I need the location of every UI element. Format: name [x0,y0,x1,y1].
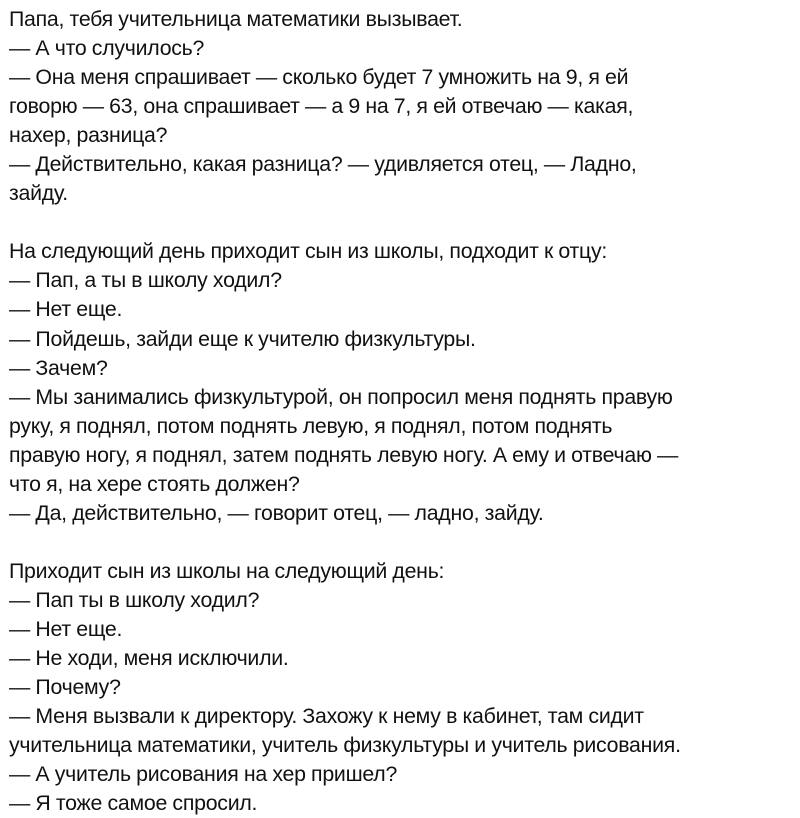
text-line: — Не ходи, меня исключили. [9,646,289,671]
text-line: Приходит сын из школы на следующий день: [9,558,445,583]
text-line: руку, я поднял, потом поднять левую, я поднял, потом поднять [9,413,613,438]
joke-text [9,5,795,818]
text-line: — Да, действительно, — говорит отец, — ладно, зайду. [9,500,544,525]
text-line: учительница математики, учитель физкультуры и учитель рисования. [9,733,681,758]
text-line: — Нет еще. [9,297,123,322]
paragraph-3 [9,557,795,818]
text-line: — Почему? [9,675,121,700]
text-line: — А что случилось? [9,36,205,61]
text-line: Папа, тебя учительница математики вызывает. [9,7,463,31]
text-line: — Нет еще. [9,616,123,641]
text-line: — Пап ты в школу ходил? [9,587,260,612]
text-line: — Действительно, какая разница? — удивляется отец, — Ладно, [9,152,637,177]
text-line: — Она меня спрашивает — сколько будет 7 умножить на 9, я ей [9,65,629,90]
text-line: правую ногу, я поднял, затем поднять левую ногу. А ему и отвечаю — [9,442,679,467]
text-line: — Мы занимались физкультурой, он попросил меня поднять правую [9,384,673,409]
text-line: что я, на хере стоять должен? [9,471,300,496]
text-line: На следующий день приходит сын из школы, подходит к отцу: [9,239,608,264]
text-line: — Пап, а ты в школу ходил? [9,268,282,293]
text-line: — Зачем? [9,355,108,380]
paragraph-2 [9,237,795,527]
text-line: — Пойдешь, зайди еще к учителю физкультуры. [9,326,476,351]
text-line: — А учитель рисования на хер пришел? [9,762,398,787]
paragraph-1 [9,5,795,208]
text-line: — Я тоже самое спросил. [9,791,258,816]
text-line: зайду. [9,181,68,206]
text-line: нахер, разница? [9,123,168,148]
text-line: — Меня вызвали к директору. Захожу к нему в кабинет, там сидит [9,704,644,729]
text-line: говорю — 63, она спрашивает — а 9 на 7, я ей отвечаю — какая, [9,94,634,119]
